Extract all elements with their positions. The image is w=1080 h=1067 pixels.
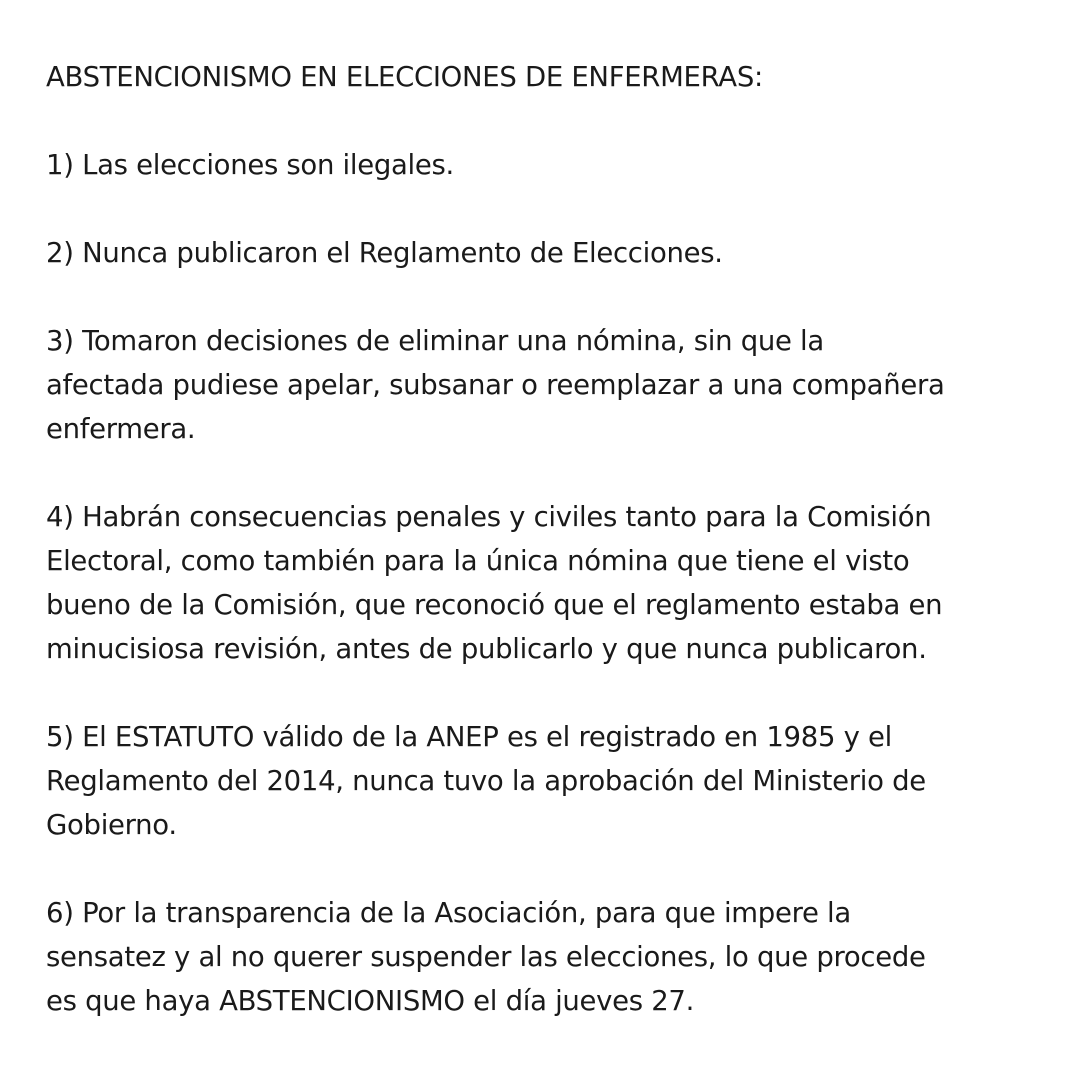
point-5-line-2: Reglamento del 2014, nunca tuvo la aprobación del Ministerio de — [46, 765, 926, 797]
point-6-line-2: sensatez y al no querer suspender las elecciones, lo que procede — [46, 941, 926, 973]
point-4-line-1: 4) Habrán consecuencias penales y civiles tanto para la Comisión — [46, 501, 932, 533]
document-title-paragraph — [46, 55, 1056, 99]
point-2 — [46, 231, 1056, 275]
point-5 — [46, 715, 1056, 847]
point-3-line-3: enfermera. — [46, 413, 196, 445]
point-4-line-3: bueno de la Comisión, que reconoció que el reglamento estaba en — [46, 589, 943, 621]
point-2-line-1: 2) Nunca publicaron el Reglamento de Elecciones. — [46, 237, 723, 269]
point-1 — [46, 143, 1056, 187]
point-5-line-3: Gobierno. — [46, 809, 177, 841]
point-6-line-3: es que haya ABSTENCIONISMO el día jueves 27. — [46, 985, 695, 1017]
point-6-line-1: 6) Por la transparencia de la Asociación, para que impere la — [46, 897, 851, 929]
point-4 — [46, 495, 1056, 671]
point-3-line-1: 3) Tomaron decisiones de eliminar una nómina, sin que la — [46, 325, 824, 357]
point-6 — [46, 891, 1056, 1023]
point-4-line-2: Electoral, como también para la única nómina que tiene el visto — [46, 545, 910, 577]
document-title: ABSTENCIONISMO EN ELECCIONES DE ENFERMERAS: — [46, 61, 763, 93]
point-4-line-4: minucisiosa revisión, antes de publicarlo y que nunca publicaron. — [46, 633, 927, 665]
point-1-line-1: 1) Las elecciones son ilegales. — [46, 149, 454, 181]
point-5-line-1: 5) El ESTATUTO válido de la ANEP es el registrado en 1985 y el — [46, 721, 892, 753]
document-body — [46, 55, 1056, 1067]
point-3 — [46, 319, 1056, 451]
point-3-line-2: afectada pudiese apelar, subsanar o reemplazar a una compañera — [46, 369, 945, 401]
